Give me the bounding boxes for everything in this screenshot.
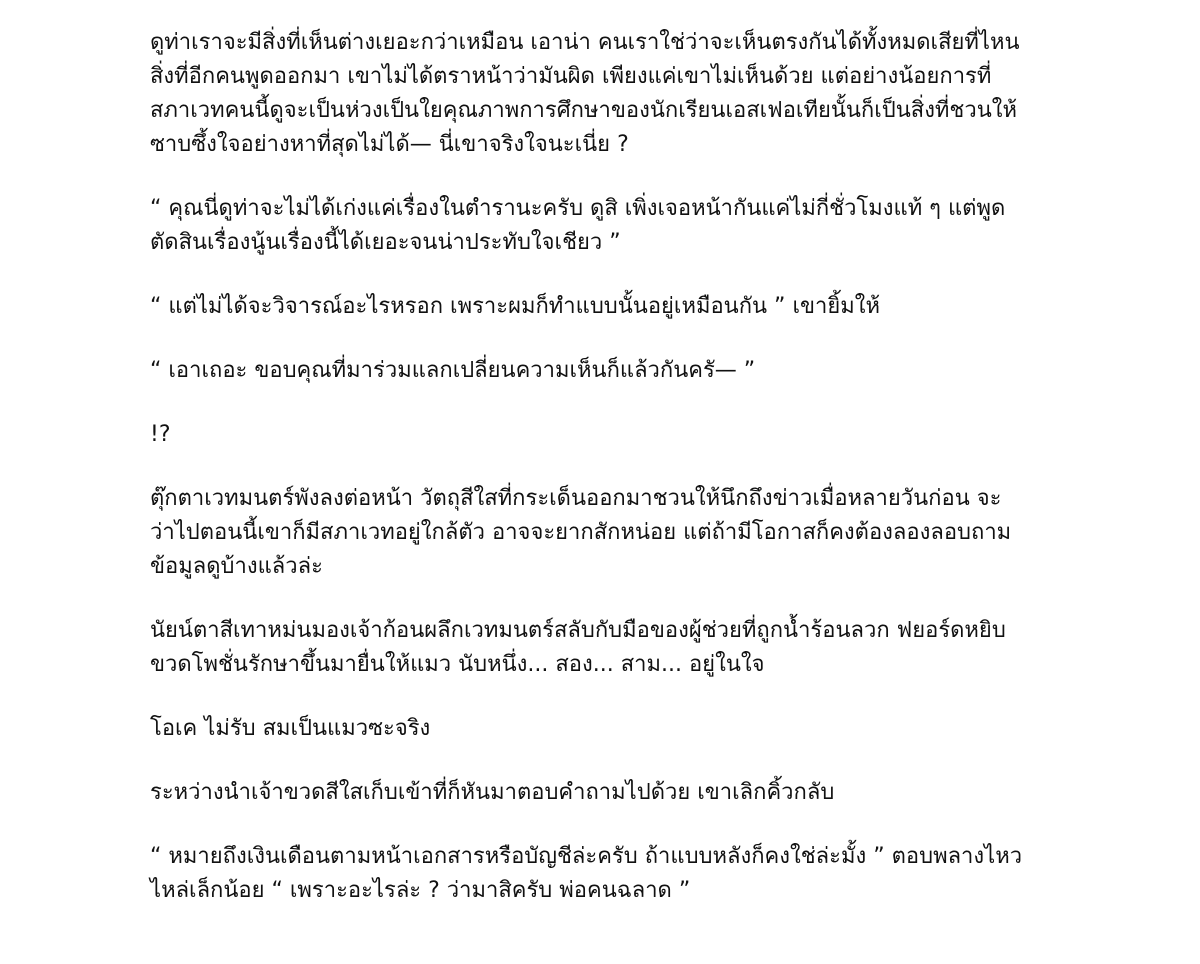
paragraph	[150, 614, 1060, 682]
text-line: ขวดโพชั่นรักษาขึ้นมายื่นให้แมว นับหนึ่ง... สอง... สาม... อยู่ในใจ	[150, 652, 765, 677]
text-line: สภาเวทคนนี้ดูจะเป็นห่วงเป็นใยคุณภาพการศึกษาของนักเรียนเอสเฟอเทียนั้นก็เป็นสิ่งที่ชวนให้	[150, 98, 1018, 123]
text-line: !?	[150, 422, 171, 447]
story-text	[150, 26, 1060, 938]
paragraph	[150, 26, 1060, 162]
text-line: สิ่งที่อีกคนพูดออกมา เขาไม่ได้ตราหน้าว่ามันผิด เพียงแค่เขาไม่เห็นด้วย แต่อย่างน้อยการที่	[150, 64, 992, 89]
text-line: ตัดสินเรื่องนู้นเรื่องนี้ได้เยอะจนน่าประทับใจเชียว ”	[150, 230, 621, 255]
text-line: ว่าไปตอนนี้เขาก็มีสภาเวทอยู่ใกล้ตัว อาจจะยากสักหน่อย แต่ถ้ามีโอกาสก็คงต้องลองลอบถาม	[150, 520, 1012, 545]
text-line: “ หมายถึงเงินเดือนตามหน้าเอกสารหรือบัญชีล่ะครับ ถ้าแบบหลังก็คงใช่ล่ะมั้ง ” ตอบพลางไหว	[150, 844, 1023, 869]
paragraph	[150, 418, 1060, 452]
paragraph	[150, 354, 1060, 388]
text-line: “ คุณนี่ดูท่าจะไม่ได้เก่งแค่เรื่องในตำรานะครับ ดูสิ เพิ่งเจอหน้ากันแค่ไม่กี่ชั่วโมงแท้ ๆ แต่พูด	[150, 196, 1006, 221]
paragraph	[150, 290, 1060, 324]
text-line: ตุ๊กตาเวทมนตร์พังลงต่อหน้า วัตถุสีใสที่กระเด็นออกมาชวนให้นึกถึงข่าวเมื่อหลายวันก่อน จะ	[150, 486, 1002, 511]
text-line: นัยน์ตาสีเทาหม่นมองเจ้าก้อนผลึกเวทมนตร์สลับกับมือของผู้ช่วยที่ถูกน้ำร้อนลวก ฟยอร์ดหยิบ	[150, 618, 1006, 643]
text-line: โอเค ไม่รับ สมเป็นแมวซะจริง	[150, 716, 431, 741]
text-line: ไหล่เล็กน้อย “ เพราะอะไรล่ะ ? ว่ามาสิครับ พ่อคนฉลาด ”	[150, 878, 691, 903]
text-line: ดูท่าเราจะมีสิ่งที่เห็นต่างเยอะกว่าเหมือน เอาน่า คนเราใช่ว่าจะเห็นตรงกันได้ทั้งหมดเสียที่ไหน	[150, 30, 1020, 55]
text-line: ข้อมูลดูบ้างแล้วล่ะ	[150, 554, 323, 579]
paragraph	[150, 482, 1060, 584]
paragraph	[150, 840, 1060, 908]
text-line: ระหว่างนำเจ้าขวดสีใสเก็บเข้าที่ก็หันมาตอบคำถามไปด้วย เขาเลิกคิ้วกลับ	[150, 780, 835, 805]
paragraph	[150, 192, 1060, 260]
paragraph	[150, 712, 1060, 746]
text-line: ซาบซึ้งใจอย่างหาที่สุดไม่ได้— นี่เขาจริงใจนะเนี่ย ?	[150, 132, 629, 157]
paragraph	[150, 776, 1060, 810]
text-line: “ เอาเถอะ ขอบคุณที่มาร่วมแลกเปลี่ยนความเห็นก็แล้วกันครั— ”	[150, 358, 756, 383]
text-line: “ แต่ไม่ได้จะวิจารณ์อะไรหรอก เพราะผมก็ทำแบบนั้นอยู่เหมือนกัน ” เขายิ้มให้	[150, 294, 880, 319]
